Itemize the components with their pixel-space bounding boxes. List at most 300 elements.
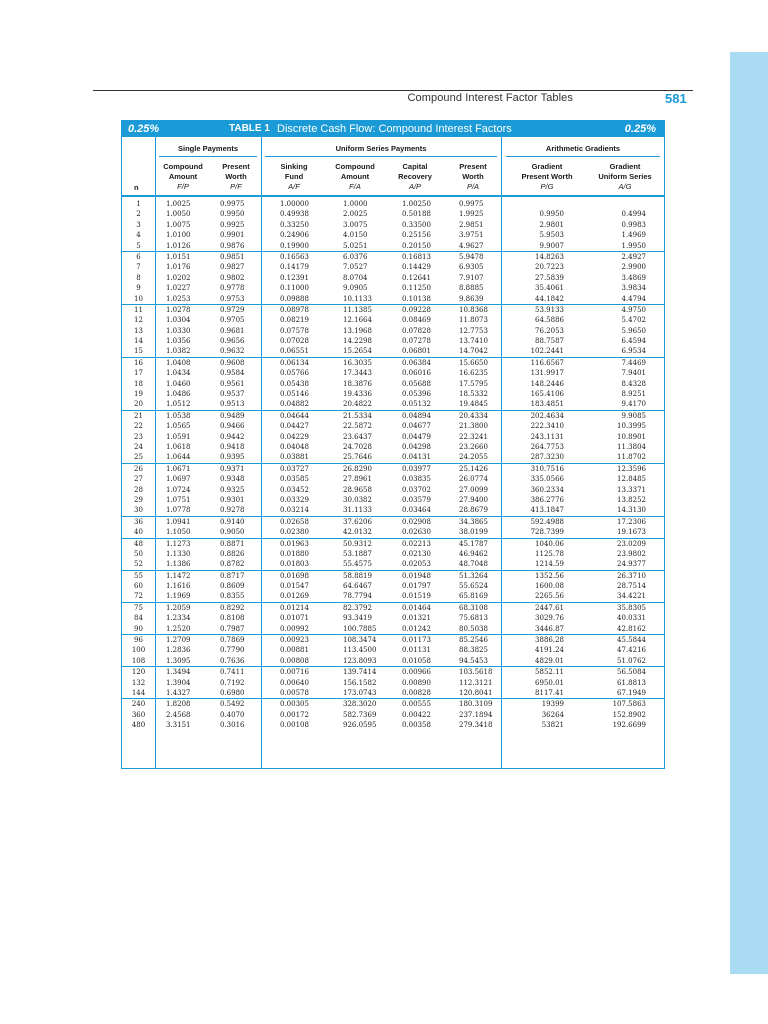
factor-cell: 7.9401: [621, 369, 646, 378]
factor-cell: 0.9753: [220, 294, 245, 303]
table-row: [122, 485, 664, 495]
factor-cell: 0.07828: [402, 326, 431, 335]
factor-cell: 1.0304: [166, 316, 191, 325]
factor-cell: 0.4070: [220, 710, 245, 719]
factor-cell: 0.00578: [280, 688, 309, 697]
table-row: [122, 273, 664, 283]
factor-cell: 113.4500: [343, 646, 377, 655]
factor-cell: 0.01880: [280, 549, 309, 558]
factor-cell: 37.6206: [343, 517, 372, 526]
factor-cell: 47.4216: [617, 646, 646, 655]
factor-cell: 1.0538: [166, 411, 191, 420]
factor-cell: 11.1385: [343, 305, 372, 314]
factor-cell: 45.5844: [617, 636, 646, 645]
factor-cell: 1.2520: [166, 624, 191, 633]
factor-cell: 0.7869: [220, 636, 245, 645]
factor-cell: 24.2055: [459, 453, 488, 462]
factor-cell: 0.9802: [220, 273, 245, 282]
factor-cell: 9.8639: [459, 294, 484, 303]
factor-cell: 0.04298: [402, 442, 431, 451]
period-cell: 6: [136, 252, 141, 261]
column-header-p-a: Present Worth P/A: [459, 162, 487, 191]
factor-cell: 0.9537: [220, 390, 245, 399]
factor-cell: 78.7794: [343, 592, 372, 601]
factor-cell: 12.3596: [617, 464, 646, 473]
factor-cell: 0.01803: [280, 560, 309, 569]
factor-cell: 1.0408: [166, 358, 191, 367]
factor-cell: 11.8073: [459, 316, 488, 325]
factor-cell: 1.0100: [166, 231, 191, 240]
factor-cell: 68.3108: [459, 603, 488, 612]
table-row: [122, 474, 664, 484]
header-rule: [93, 90, 693, 91]
factor-cell: 5.9650: [621, 326, 646, 335]
factor-cell: 27.0099: [459, 485, 488, 494]
factor-cell: 1.00000: [280, 200, 309, 208]
factor-cell: 0.00923: [280, 636, 309, 645]
factor-cell: 0.5492: [220, 700, 245, 709]
factor-cell: 0.9681: [220, 326, 245, 335]
factor-cell: 0.12641: [402, 273, 431, 282]
factor-cell: 1.0176: [166, 263, 191, 272]
factor-cell: 56.5084: [617, 668, 646, 677]
factor-cell: 0.9278: [220, 506, 245, 515]
factor-cell: 0.9561: [220, 379, 245, 388]
factor-cell: 0.9418: [220, 442, 245, 451]
factor-cell: 0.00828: [402, 688, 431, 697]
column-header-f-p: Compound Amount F/P: [163, 162, 203, 191]
group-arithmetic-gradients: Arithmetic Gradients: [545, 144, 621, 153]
table-row: [122, 710, 664, 720]
factor-cell: 0.04229: [280, 432, 309, 441]
factor-cell: 926.0595: [343, 721, 377, 730]
period-cell: 4: [136, 231, 141, 240]
factor-cell: 156.1582: [343, 678, 377, 687]
factor-cell: 1.3494: [166, 668, 191, 677]
factor-cell: 386.2776: [530, 495, 564, 504]
factor-cell: 0.00966: [402, 668, 431, 677]
period-cell: 23: [134, 432, 143, 441]
factor-cell: 1.1330: [166, 549, 191, 558]
period-cell: 52: [134, 560, 143, 569]
table-row: [122, 549, 664, 559]
factor-cell: 26.0774: [459, 475, 488, 484]
factor-cell: 2.0025: [343, 210, 368, 219]
factor-cell: 0.9975: [220, 200, 245, 208]
factor-cell: 88.7587: [535, 337, 564, 346]
factor-cell: 0.7790: [220, 646, 245, 655]
factor-cell: 17.3443: [343, 369, 372, 378]
table-row: [122, 326, 664, 336]
period-cell: 26: [134, 464, 143, 473]
factor-cell: 48.7048: [459, 560, 488, 569]
factor-cell: 0.05438: [280, 379, 309, 388]
factor-cell: 31.1133: [343, 506, 372, 515]
period-cell: 8: [136, 273, 141, 282]
factor-cell: 0.03881: [280, 453, 309, 462]
table-body: [122, 199, 664, 731]
factor-cell: 728.7399: [530, 528, 564, 537]
factor-cell: 0.01797: [402, 582, 431, 591]
factor-cell: 0.25156: [402, 231, 431, 240]
group-rule: [506, 156, 660, 157]
factor-cell: 0.05132: [402, 400, 431, 409]
factor-cell: 0.8871: [220, 539, 245, 548]
factor-cell: 13.3371: [617, 485, 646, 494]
factor-cell: 0.9632: [220, 347, 245, 356]
period-cell: 90: [134, 624, 143, 633]
factor-cell: 243.1131: [530, 432, 564, 441]
factor-cell: 1.2059: [166, 603, 191, 612]
interest-rate-right: 0.25%: [624, 123, 656, 135]
factor-cell: 6.9534: [621, 347, 646, 356]
factor-cell: 67.1949: [617, 688, 646, 697]
factor-cell: 26.3710: [617, 571, 646, 580]
table-row: [122, 399, 664, 410]
factor-cell: 1.1616: [166, 582, 191, 591]
factor-cell: 0.33500: [402, 220, 431, 229]
factor-cell: 264.7753: [530, 442, 564, 451]
factor-cell: 0.01071: [280, 614, 309, 623]
period-cell: 11: [134, 305, 143, 314]
group-single-payments: Single Payments: [177, 144, 239, 153]
factor-cell: 20.4822: [343, 400, 372, 409]
factor-cell: 0.06384: [402, 358, 431, 367]
factor-cell: 1214.59: [535, 560, 564, 569]
factor-cell: 0.08978: [280, 305, 309, 314]
factor-cell: 0.9983: [621, 220, 646, 229]
factor-cell: 0.00172: [280, 710, 309, 719]
factor-cell: 13.7410: [459, 337, 488, 346]
factor-cell: 328.3020: [343, 700, 377, 709]
factor-cell: 1352.56: [535, 571, 564, 580]
factor-cell: 20.7223: [535, 263, 564, 272]
factor-cell: 16.6235: [459, 369, 488, 378]
factor-cell: 165.4106: [530, 390, 564, 399]
factor-cell: 1.0278: [166, 305, 191, 314]
factor-cell: 120.8041: [459, 688, 493, 697]
period-cell: 240: [131, 700, 146, 709]
factor-cell: 0.04677: [402, 422, 431, 431]
factor-cell: 0.9325: [220, 485, 245, 494]
factor-cell: 0.11250: [402, 284, 431, 293]
factor-cell: 23.0209: [617, 539, 646, 548]
factor-cell: 34.3865: [459, 517, 488, 526]
factor-cell: 0.02630: [402, 528, 431, 537]
factor-cell: 8.9251: [621, 390, 646, 399]
factor-cell: 0.9608: [220, 358, 245, 367]
factor-cell: 10.8901: [617, 432, 646, 441]
factor-cell: 0.24906: [280, 231, 309, 240]
factor-cell: 4.9627: [459, 241, 484, 250]
factor-cell: 0.05688: [402, 379, 431, 388]
factor-cell: 65.8169: [459, 592, 488, 601]
factor-cell: 183.4851: [530, 400, 564, 409]
factor-cell: 85.2546: [459, 636, 488, 645]
period-cell: 72: [134, 592, 143, 601]
period-cell: 28: [134, 485, 143, 494]
table-row: [122, 591, 664, 602]
factor-cell: 152.8902: [612, 710, 646, 719]
factor-cell: 53.9133: [535, 305, 564, 314]
factor-cell: 0.09228: [402, 305, 431, 314]
factor-cell: 0.01948: [402, 571, 431, 580]
factor-cell: 0.01214: [280, 603, 309, 612]
factor-cell: 25.7646: [343, 453, 372, 462]
factor-cell: 0.04644: [280, 411, 309, 420]
table-row: [122, 678, 664, 688]
factor-cell: 2.4568: [166, 710, 191, 719]
factor-cell: 28.8679: [459, 506, 488, 515]
table-row: [122, 613, 664, 623]
factor-cell: 1.3095: [166, 656, 191, 665]
factor-cell: 0.19900: [280, 241, 309, 250]
factor-cell: 6.0376: [343, 252, 368, 261]
factor-cell: 0.7987: [220, 624, 245, 633]
factor-cell: 0.9348: [220, 475, 245, 484]
table-row: [122, 241, 664, 252]
factor-cell: 0.10138: [402, 294, 431, 303]
table-row: [122, 358, 664, 368]
factor-cell: 0.08219: [280, 316, 309, 325]
factor-cell: 1.3904: [166, 678, 191, 687]
period-cell: 18: [134, 379, 143, 388]
factor-cell: 13.8252: [617, 495, 646, 504]
period-cell: 24: [134, 442, 143, 451]
factor-cell: 23.2660: [459, 442, 488, 451]
factor-cell: 24.7028: [343, 442, 372, 451]
column-header-a-g: Gradient Uniform Series A/G: [598, 162, 652, 191]
factor-cell: 14.2298: [343, 337, 372, 346]
factor-cell: 1.9925: [459, 210, 484, 219]
factor-cell: 80.5038: [459, 624, 488, 633]
factor-cell: 0.00890: [402, 678, 431, 687]
factor-cell: 9.0905: [343, 284, 368, 293]
factor-cell: 1.0434: [166, 369, 191, 378]
factor-cell: 0.02213: [402, 539, 431, 548]
factor-cell: 0.3016: [220, 721, 245, 730]
factor-cell: 0.02658: [280, 517, 309, 526]
group-uniform-series: Uniform Series Payments: [335, 144, 427, 153]
factor-cell: 14.7042: [459, 347, 488, 356]
factor-cell: 0.7192: [220, 678, 245, 687]
factor-cell: 44.1842: [535, 294, 564, 303]
factor-cell: 40.0331: [617, 614, 646, 623]
factor-cell: 50.9312: [343, 539, 372, 548]
factor-cell: 3.4869: [621, 273, 646, 282]
factor-cell: 1.0618: [166, 442, 191, 451]
table-row: [122, 667, 664, 677]
factor-cell: 0.03702: [402, 485, 431, 494]
factor-cell: 0.01242: [402, 624, 431, 633]
factor-cell: 19.4336: [343, 390, 372, 399]
factor-cell: 27.5839: [535, 273, 564, 282]
factor-cell: 2265.56: [535, 592, 564, 601]
group-rule: [159, 156, 257, 157]
factor-cell: 180.3109: [459, 700, 493, 709]
factor-cell: 0.03452: [280, 485, 309, 494]
column-header-n: n: [134, 183, 139, 192]
table-row: [122, 442, 664, 452]
column-header-a-p: Capital Recovery A/P: [398, 162, 432, 191]
factor-cell: 1.0644: [166, 453, 191, 462]
factor-cell: 0.8609: [220, 582, 245, 591]
factor-cell: 0.03727: [280, 464, 309, 473]
factor-cell: 61.8813: [617, 678, 646, 687]
header-rule-double: [122, 195, 664, 197]
factor-cell: 0.00808: [280, 656, 309, 665]
period-cell: 108: [131, 656, 146, 665]
factor-cell: 51.0762: [617, 656, 646, 665]
factor-cell: 1.4327: [166, 688, 191, 697]
table-row: [122, 209, 664, 219]
factor-cell: 1.0591: [166, 432, 191, 441]
factor-cell: 1.0050: [166, 210, 191, 219]
factor-cell: 0.9584: [220, 369, 245, 378]
factor-cell: 0.9371: [220, 464, 245, 473]
factor-cell: 22.3241: [459, 432, 488, 441]
factor-cell: 36264: [541, 710, 564, 719]
factor-cell: 2.4927: [621, 252, 646, 261]
factor-cell: 1.1273: [166, 539, 191, 548]
factor-cell: 76.2053: [535, 326, 564, 335]
factor-cell: 94.5453: [459, 656, 488, 665]
table-row: [122, 294, 664, 305]
period-cell: 17: [134, 369, 143, 378]
factor-cell: 1.0253: [166, 294, 191, 303]
factor-cell: 1.0356: [166, 337, 191, 346]
factor-cell: 108.3474: [343, 636, 377, 645]
table-title-bar: [122, 121, 664, 137]
factor-cell: 0.8355: [220, 592, 245, 601]
factor-cell: 42.8162: [617, 624, 646, 633]
factor-cell: 2.9801: [539, 220, 564, 229]
factor-cell: 0.03579: [402, 495, 431, 504]
factor-cell: 0.01269: [280, 592, 309, 601]
factor-cell: 0.9950: [220, 210, 245, 219]
factor-cell: 11.3804: [617, 442, 646, 451]
period-cell: 48: [134, 539, 143, 548]
column-header-p-g: Gradient Present Worth P/G: [521, 162, 573, 191]
column-header-f-a: Compound Amount F/A: [335, 162, 375, 191]
factor-cell: 3.9834: [621, 284, 646, 293]
factor-cell: 0.03977: [402, 464, 431, 473]
factor-cell: 103.5618: [459, 668, 493, 677]
table-row: [122, 452, 664, 463]
factor-cell: 3886.28: [535, 636, 564, 645]
factor-cell: 24.9377: [617, 560, 646, 569]
factor-cell: 46.9462: [459, 549, 488, 558]
factor-cell: 1.2334: [166, 614, 191, 623]
factor-cell: 45.1787: [459, 539, 488, 548]
table-row: [122, 389, 664, 399]
factor-cell: 0.01547: [280, 582, 309, 591]
factor-cell: 1.0227: [166, 284, 191, 293]
factor-cell: 20.4334: [459, 411, 488, 420]
factor-cell: 5852.11: [535, 668, 564, 677]
period-cell: 84: [134, 614, 143, 623]
table-row: [122, 495, 664, 505]
period-cell: 60: [134, 582, 143, 591]
factor-cell: 1.0126: [166, 241, 191, 250]
table-row: [122, 199, 664, 209]
factor-cell: 14.3130: [617, 506, 646, 515]
table-row: [122, 336, 664, 346]
factor-cell: 26.8290: [343, 464, 372, 473]
period-cell: 75: [134, 603, 143, 612]
table-row: [122, 656, 664, 667]
factor-cell: 102.2441: [530, 347, 564, 356]
factor-cell: 21.3800: [459, 422, 488, 431]
factor-cell: 0.16813: [402, 252, 431, 261]
factor-cell: 0.20150: [402, 241, 431, 250]
factor-cell: 9.4170: [621, 400, 646, 409]
factor-cell: 1.0565: [166, 422, 191, 431]
factor-cell: 0.06134: [280, 358, 309, 367]
factor-cell: 38.0199: [459, 528, 488, 537]
factor-cell: 1.0382: [166, 347, 191, 356]
factor-cell: 3029.76: [535, 614, 564, 623]
period-cell: 40: [134, 528, 143, 537]
factor-cell: 1.0941: [166, 517, 191, 526]
factor-cell: 1125.78: [535, 549, 564, 558]
factor-cell: 82.3792: [343, 603, 372, 612]
factor-cell: 0.9778: [220, 284, 245, 293]
factor-cell: 88.3825: [459, 646, 488, 655]
factor-cell: 2447.61: [535, 603, 564, 612]
period-cell: 100: [131, 646, 146, 655]
factor-cell: 0.01464: [402, 603, 431, 612]
factor-cell: 0.8717: [220, 571, 245, 580]
factor-cell: 0.02380: [280, 528, 309, 537]
table-row: [122, 432, 664, 442]
interest-rate-left: 0.25%: [128, 123, 160, 135]
period-cell: 25: [134, 453, 143, 462]
factor-cell: 0.8782: [220, 560, 245, 569]
factor-cell: 0.9729: [220, 305, 245, 314]
factor-cell: 51.3264: [459, 571, 488, 580]
factor-cell: 0.9656: [220, 337, 245, 346]
table-row: [122, 220, 664, 230]
factor-cell: 4.9750: [621, 305, 646, 314]
factor-cell: 1.1050: [166, 528, 191, 537]
factor-cell: 0.00305: [280, 700, 309, 709]
factor-cell: 18.5332: [459, 390, 488, 399]
period-cell: 27: [134, 475, 143, 484]
factor-cell: 18.3876: [343, 379, 372, 388]
factor-cell: 14.8263: [535, 252, 564, 261]
factor-cell: 0.00640: [280, 678, 309, 687]
factor-cell: 0.9301: [220, 495, 245, 504]
period-cell: 9: [136, 284, 141, 293]
factor-cell: 1.4969: [621, 231, 646, 240]
factor-cell: 23.9802: [617, 549, 646, 558]
factor-cell: 0.03464: [402, 506, 431, 515]
period-cell: 13: [134, 326, 143, 335]
factor-cell: 75.6813: [459, 614, 488, 623]
factor-cell: 0.03214: [280, 506, 309, 515]
factor-cell: 2.9851: [459, 220, 484, 229]
factor-cell: 123.8093: [343, 656, 377, 665]
factor-cell: 0.04894: [402, 411, 431, 420]
factor-cell: 0.6980: [220, 688, 245, 697]
factor-cell: 0.9442: [220, 432, 245, 441]
table-number: TABLE 1: [229, 123, 270, 134]
period-cell: 16: [134, 358, 143, 367]
factor-cell: 1.1472: [166, 571, 191, 580]
factor-cell: 413.1847: [530, 506, 564, 515]
table-title: Discrete Cash Flow: Compound Interest Factors: [277, 123, 512, 135]
